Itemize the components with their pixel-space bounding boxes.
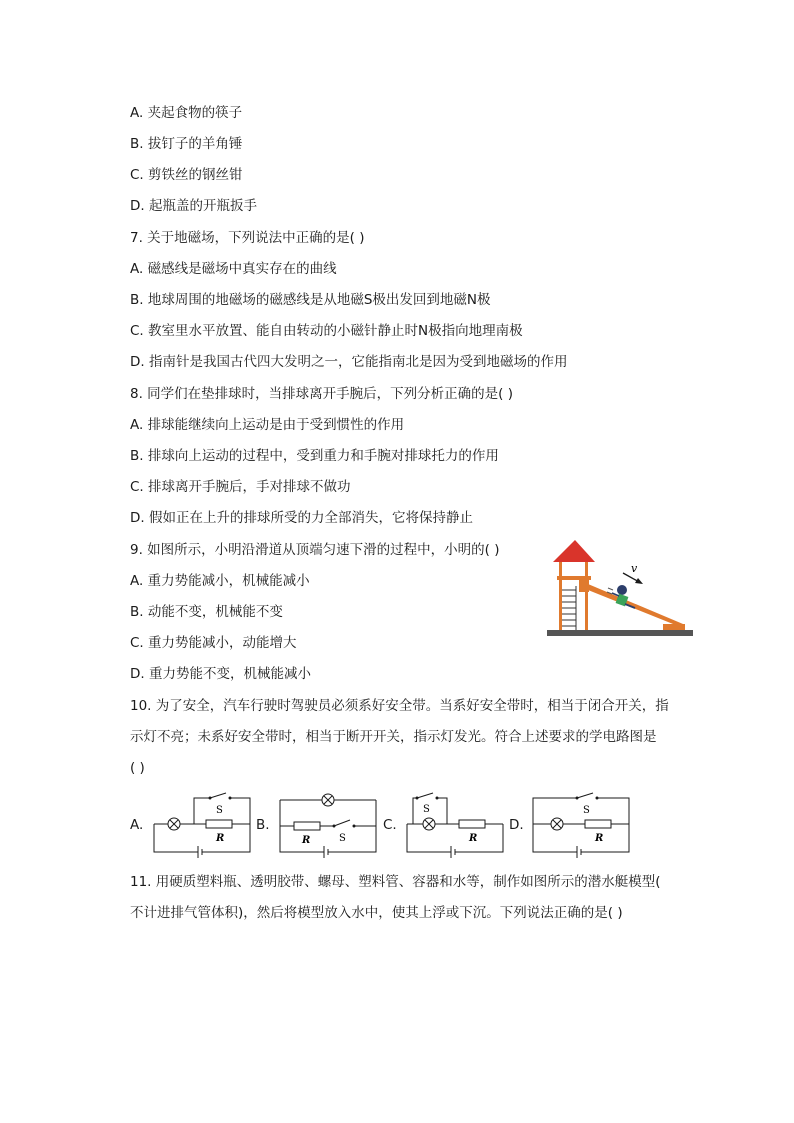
circuit-d [529,790,635,860]
circuit-a [150,790,256,860]
slide-figure [545,538,695,643]
q9-option-a: A. 重力势能减小，机械能减小 [130,573,310,589]
circuit-c-switch: S [423,804,430,815]
circuit-b-switch: S [339,833,346,844]
q9-option-c: C. 重力势能减小，动能增大 [130,635,297,651]
q7-option-c: C. 教室里水平放置、能自由转动的小磁针静止时N极指向地理南极 [130,323,523,339]
q9-stem: 9. 如图所示，小明沿滑道从顶端匀速下滑的过程中，小明的( ) [130,542,500,558]
q9-option-d: D. 重力势能不变，机械能减小 [130,666,311,682]
q8-stem: 8. 同学们在垫排球时，当排球离开手腕后，下列分析正确的是( ) [130,386,513,402]
q7-option-b: B. 地球周围的地磁场的磁感线是从地磁S极出发回到地磁N极 [130,292,491,308]
q7-option-a: A. 磁感线是磁场中真实存在的曲线 [130,261,337,277]
slide-end [663,624,685,630]
q6-option-a: A. 夹起食物的筷子 [130,105,243,121]
circuit-c-resistor: R [469,833,478,844]
tower-box [579,580,589,592]
roof [553,540,595,562]
q6-option-b: B. 拔钉子的羊角锤 [130,136,243,152]
q8-option-a: A. 排球能继续向上运动是由于受到惯性的作用 [130,417,405,433]
q10-stem-line3: ( ) [130,760,145,776]
circuit-a-label: A. [130,817,144,833]
q11-stem-line1: 11. 用硬质塑料瓶、透明胶带、螺母、塑料管、容器和水等，制作如图所示的潜水艇模型( [130,874,661,890]
ladder [562,586,576,630]
circuit-a-switch: S [216,805,223,816]
q6-option-c: C. 剪铁丝的钢丝钳 [130,167,243,183]
circuit-d-switch: S [583,805,590,816]
circuit-d-label: D. [509,817,524,833]
q8-option-b: B. 排球向上运动的过程中，受到重力和手腕对排球托力的作用 [130,448,499,464]
tower-post-right [585,562,588,630]
tower-post-left [559,562,562,630]
q7-option-d: D. 指南针是我国古代四大发明之一，它能指南北是因为受到地磁场的作用 [130,354,568,370]
q8-option-c: C. 排球离开手腕后，手对排球不做功 [130,479,351,495]
circuit-c [403,790,509,860]
q6-option-d: D. 起瓶盖的开瓶扳手 [130,198,257,214]
circuit-b-resistor: R [302,835,311,846]
q7-stem: 7. 关于地磁场，下列说法中正确的是( ) [130,230,365,246]
ground [547,630,693,636]
q8-option-d: D. 假如正在上升的排球所受的力全部消失，它将保持静止 [130,510,473,526]
slide-ramp [588,584,683,628]
q9-option-b: B. 动能不变，机械能不变 [130,604,283,620]
velocity-arrowhead [635,578,643,584]
q10-stem-line1: 10. 为了安全，汽车行驶时驾驶员必须系好安全带。当系好安全带时，相当于闭合开关，指 [130,698,669,714]
circuit-c-label: C. [383,817,397,833]
q11-stem-line2: 不计进排气管体积)，然后将模型放入水中，使其上浮或下沉。下列说法正确的是( ) [130,905,623,921]
circuit-b [276,788,382,860]
circuit-a-resistor: R [216,833,225,844]
tower-platform [557,576,591,580]
velocity-label: v [631,562,638,575]
circuit-d-resistor: R [595,833,604,844]
circuit-b-label: B. [256,817,270,833]
q10-stem-line2: 示灯不亮；未系好安全带时，相当于断开开关，指示灯发光。符合上述要求的学电路图是 [130,729,657,745]
